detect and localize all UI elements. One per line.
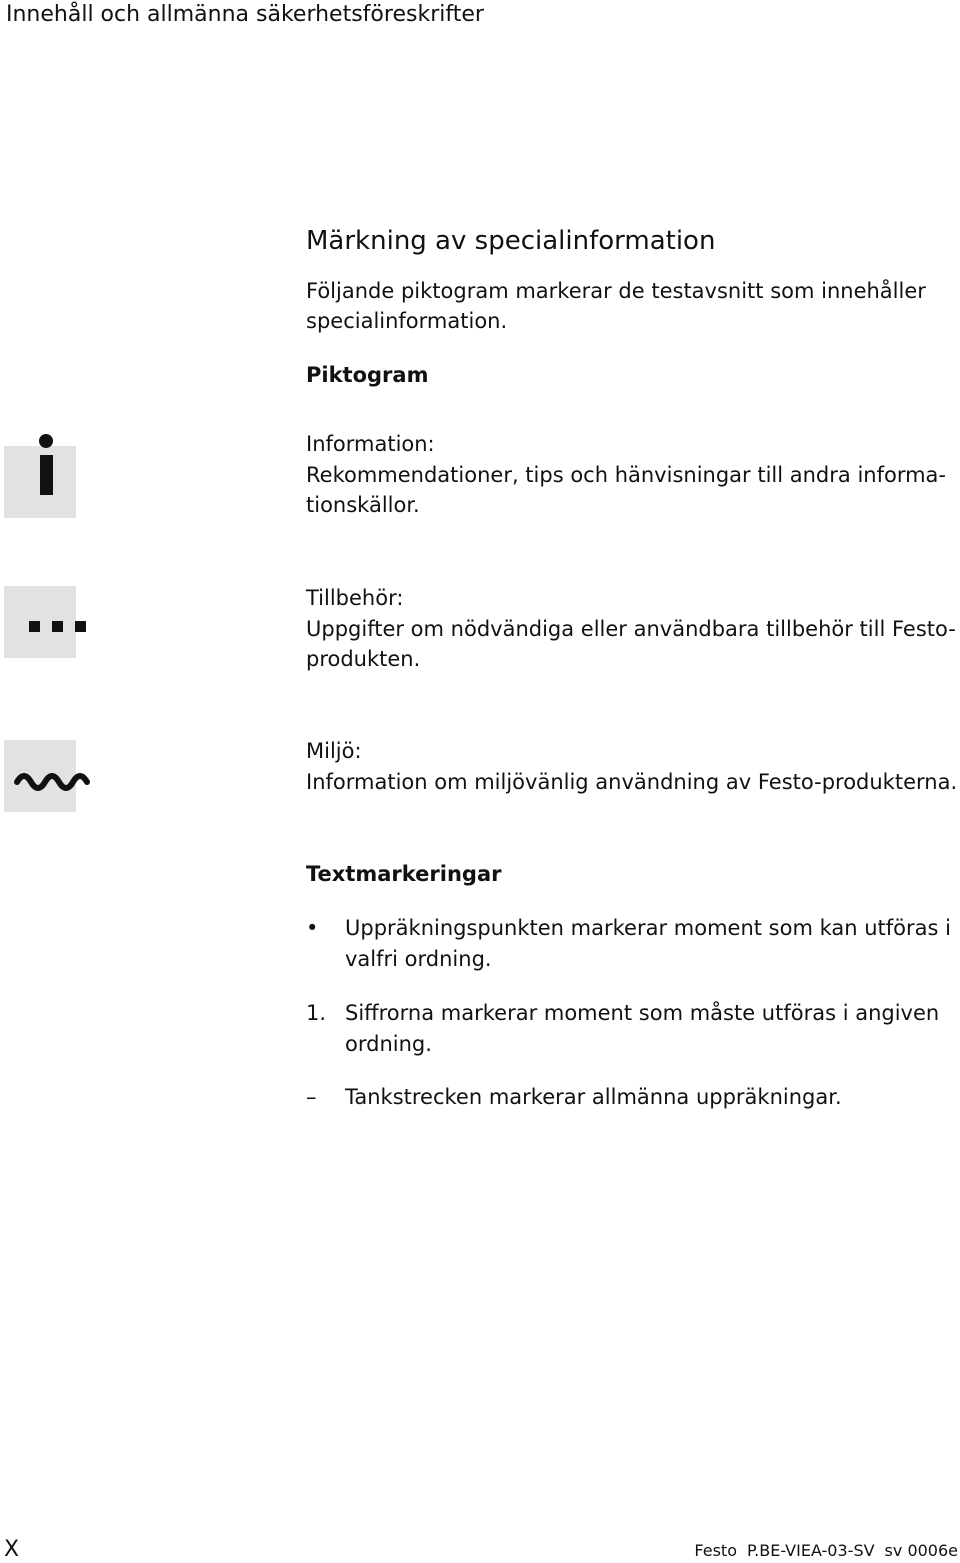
footer-doc-id: P.BE-VIEA-03-SV (747, 1541, 875, 1560)
information-icon-box (4, 446, 76, 518)
number-marker: 1. (306, 1001, 327, 1025)
section-title: Märkning av specialinformation (306, 226, 716, 256)
bullet-marker: • (306, 916, 319, 940)
footer-info (694, 1541, 958, 1561)
running-header: Innehåll och allmänna säkerhetsföreskrifter (6, 2, 484, 27)
accessories-icon (4, 586, 94, 658)
pictogram-environment (306, 736, 960, 797)
pictograms-heading: Piktogram (306, 363, 429, 387)
pictogram-text-line: Information om miljövänlig användning av Festo-produkterna. (306, 769, 958, 794)
environment-icon (4, 740, 94, 812)
intro-line: Följande piktogram markerar de testavsnitt som innehåller (306, 279, 926, 303)
list-item-line: Uppräkningspunkten markerar moment som kan utföras i (345, 916, 951, 940)
textmarks-heading: Textmarkeringar (306, 862, 502, 886)
intro-line: specialinformation. (306, 309, 508, 333)
pictogram-label: Information: (306, 432, 435, 456)
footer-version: sv 0006e (884, 1541, 958, 1560)
list-item (345, 913, 960, 974)
environment-icon-box (4, 740, 76, 812)
list-item (345, 998, 960, 1059)
pictogram-text-line: Rekommendationer, tips och hänvisningar till andra informa- (306, 462, 946, 487)
list-item (345, 1082, 960, 1113)
pictogram-label: Tillbehör: (306, 586, 404, 610)
page-number: X (4, 1537, 20, 1562)
dash-marker: – (306, 1085, 317, 1109)
pictogram-label: Miljö: (306, 739, 362, 763)
pictogram-accessories (306, 583, 960, 675)
information-icon (4, 446, 76, 518)
pictogram-text-line: produkten. (306, 647, 421, 671)
list-item-line: ordning. (345, 1031, 432, 1056)
list-item-line: Tankstrecken markerar allmänna uppräkningar. (345, 1085, 842, 1109)
list-item-line: valfri ordning. (345, 946, 492, 971)
intro-paragraph (306, 276, 956, 336)
footer-company: Festo (694, 1541, 737, 1560)
list-item-line: Siffrorna markerar moment som måste utföras i angiven (345, 1001, 940, 1025)
pictogram-text-line: tionskällor. (306, 493, 420, 517)
pictogram-information (306, 429, 960, 521)
pictogram-text-line: Uppgifter om nödvändiga eller användbara tillbehör till Festo- (306, 616, 956, 641)
accessories-icon-box (4, 586, 76, 658)
